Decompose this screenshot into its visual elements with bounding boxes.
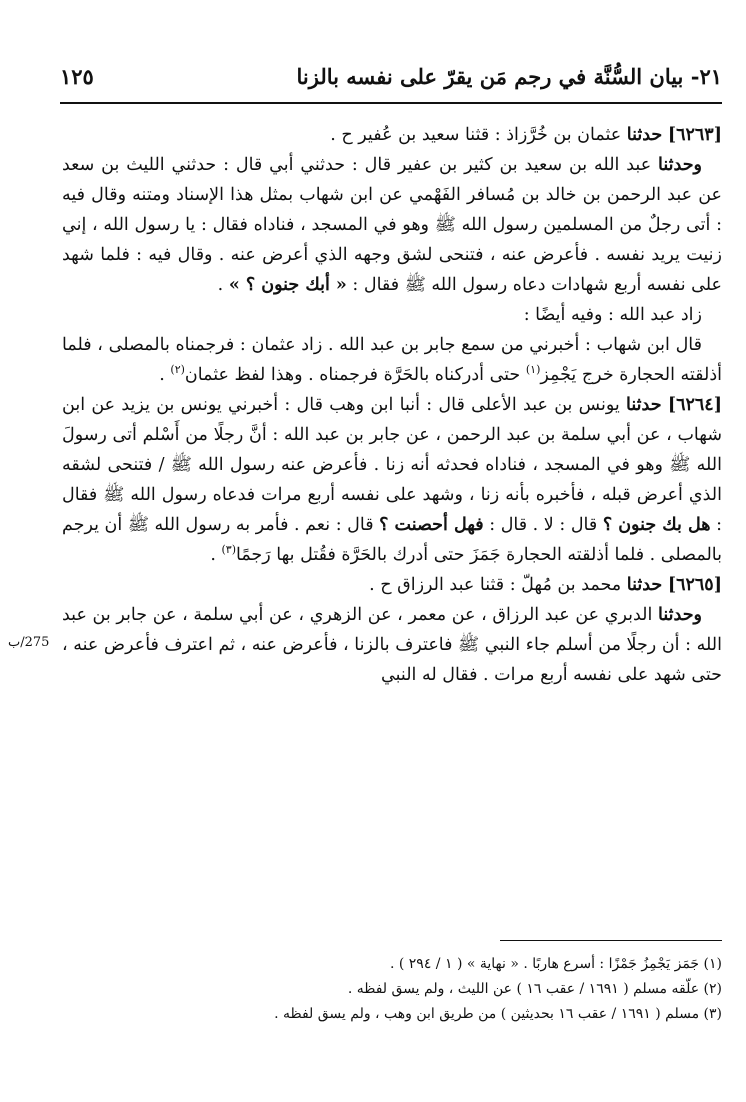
hadith-paragraph-continuation-2 [62, 600, 722, 690]
paragraph-tail: . [159, 365, 165, 385]
ibn-shihab-paragraph [62, 330, 722, 390]
footnote-divider [500, 940, 722, 941]
footnote-ref-1[interactable]: (١) [525, 363, 541, 377]
footnote-2: (٢) علّقه مسلم ( ١٦٩١ / عقب ١٦ ) عن الليث ، ولم يسق لفظه . [347, 981, 722, 997]
footnote-ref-2[interactable]: (٢) [170, 363, 185, 377]
hadith-lead: وحدثنا [658, 155, 702, 175]
hadith-quote-2: فهل أحصنت ؟ [379, 515, 484, 535]
hadith-lead: حدثنا [626, 395, 662, 415]
hadith-lead: وحدثنا [658, 605, 702, 625]
hadith-tail: . [217, 275, 224, 295]
hadith-paragraph-continuation [62, 150, 722, 300]
hadith-number: [٦٢٦٥] [667, 575, 722, 595]
hadith-text: عبد الله بن سعيد بن كثير بن عفير قال : حدثني أبي قال : حدثني الليث بن سعد عن عبد الرحمن بن خالد بن مُسافر الفَهْمي عن ابن شهاب بمثل هذا الإسناد ومتنه وقال فيه : أتى رجلٌ من المسلمين رسول الله ﷺ وهو في المسجد ، فناداه فقال : يا رسول الله ، إني زنيت يريد نفسه . فأعرض عنه ، فتنحى لشق وجهه الذي أعرض عنه . وقال فيه : فلما شهد على نفسه أربع شهادات دعاه رسول الله ﷺ فقال : [62, 155, 722, 295]
hadith-number: [٦٢٦٣] [667, 125, 722, 145]
header-divider [60, 102, 722, 104]
footnote-ref-3[interactable]: (٣) [221, 543, 236, 557]
page-header [60, 60, 722, 100]
footnotes [62, 952, 722, 1027]
paragraph-text: قال ابن شهاب : أخبرني من سمع جابر بن عبد الله . زاد عثمان : فرجمناه بالمصلى ، فلما أذلقته الحجارة خرج يَجْمِز [62, 335, 722, 385]
hadith-text: محمد بن مُهلّ : قثنا عبد الرزاق ح . [369, 575, 622, 595]
hadith-text: يونس بن عبد الأعلى قال : أنبا ابن وهب قال : أخبرني يونس بن يزيد عن ابن شهاب ، عن أبي سلمة بن عبد الرحمن ، عن جابر بن عبد الله : أنَّ رجلًا من أَسْلم أتى رسولَ الله ﷺ وهو في المسجد ، فناداه فحدثه أنه زنا . فأعرض عنه رسول الله ﷺ / فتنحى لشقه الذي أعرض قبله ، فأخبره بأنه زنا ، وشهد على نفسه أربع مرات فدعاه رسول الله ﷺ فقال : [62, 395, 722, 535]
footnote-3: (٣) مسلم ( ١٦٩١ / عقب ١٦ بحديثين ) من طريق ابن وهب ، ولم يسق لفظه . [274, 1006, 722, 1022]
hadith-lead: حدثنا [626, 575, 663, 595]
hadith-text: الدبري عن عبد الرزاق ، عن معمر ، عن الزهري ، عن أبي سلمة ، عن جابر بن عبد الله : أن رجلًا من أسلم جاء النبي ﷺ فاعترف بالزنا ، فأعرض عنه ، ثم اعترف فأعرض عنه ، حتى شهد على نفسه أربع مرات . فقال له النبي [62, 605, 722, 685]
addition-paragraph [62, 300, 722, 330]
hadith-mid: قال : لا . قال : [489, 515, 598, 535]
margin-folio-note: 275/ب [8, 635, 50, 650]
hadith-number: [٦٢٦٤] [667, 395, 722, 415]
addition-text: زاد عبد الله : وفيه أيضًا : [523, 305, 702, 325]
paragraph-text-2: حتى أدركناه بالحَرَّة فرجمناه . وهذا لفظ عثمان [184, 365, 521, 385]
hadith-lead: حدثنا [626, 125, 663, 145]
hadith-paragraph-6263 [62, 120, 722, 150]
chapter-title: ٢١- بيان السُّنَّة في رجم مَن يقرّ على نفسه بالزنا [296, 64, 722, 89]
hadith-text: عثمان بن خُرَّزاذ : قثنا سعيد بن عُفير ح . [330, 125, 622, 145]
hadith-quote: « أبك جنون ؟ » [228, 275, 347, 295]
hadith-quote-1: هل بك جنون ؟ [602, 515, 711, 535]
hadith-text-3: قال : نعم . فأمر به رسول الله ﷺ أن يرجم بالمصلى . فلما أذلقته الحجارة جَمَزَ حتى أدرك بالحَرَّة فقُتل بها رَجمًا [62, 515, 722, 565]
hadith-paragraph-6265 [62, 570, 722, 600]
footnote-1: (١) جَمَز يَجْمِزُ جَمْزًا : أسرع هاربًا . « نهاية » ( ١ / ٢٩٤ ) . [389, 956, 722, 972]
hadith-paragraph-6264 [62, 390, 722, 570]
page-number: ١٢٥ [60, 64, 94, 89]
main-text [62, 120, 722, 690]
hadith-tail: . [210, 545, 216, 565]
